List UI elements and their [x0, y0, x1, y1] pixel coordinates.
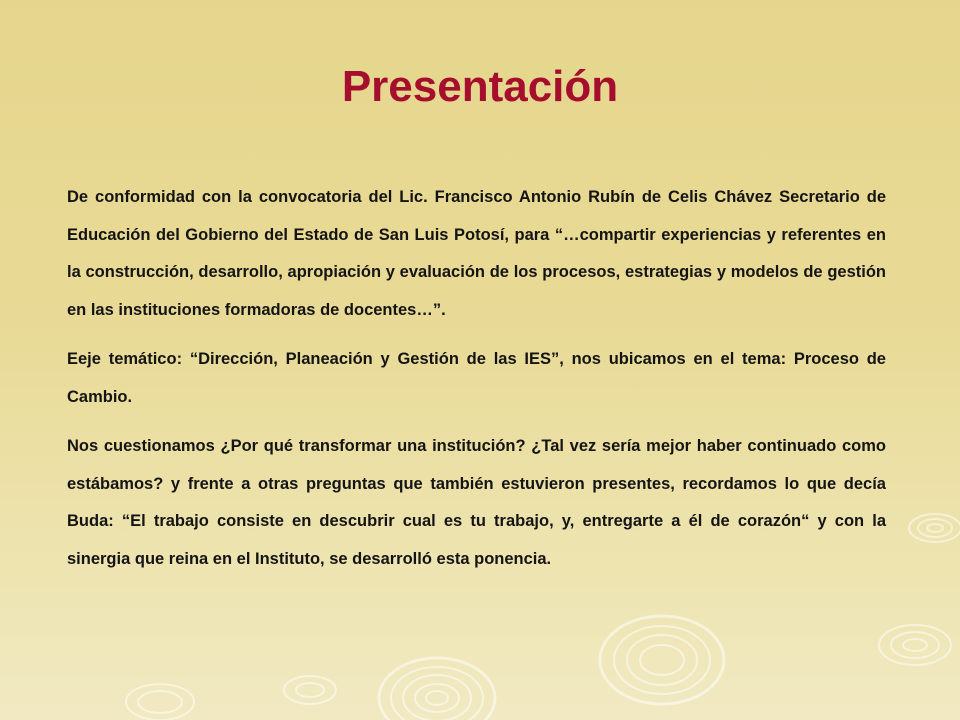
ripple-left-bottom [126, 676, 336, 720]
ripple-right-bottom [600, 616, 724, 704]
ripple-right-edge [879, 514, 960, 665]
paragraph-eje-tematico: Eeje temático: “Dirección, Planeación y Gestión de las IES”, nos ubicamos en el tema: Proceso de Cambio. [67, 350, 886, 406]
paragraph-convocatoria: De conformidad con la convocatoria del Lic. Francisco Antonio Rubín de Celis Chávez Secretario de Educación del Gobierno del Estado de San Luis Potosí, para “…compartir experiencias y referentes en la construcción, desarrollo, apropiación y evaluación de los procesos, estrategias y modelos de gestión en las instituciones formadoras de docentes…”. [67, 188, 886, 319]
slide-title: Presentación [341, 62, 619, 111]
slide-body [67, 179, 886, 578]
ripple-large-center [379, 658, 495, 720]
paragraph-cuestionamiento: Nos cuestionamos ¿Por qué transformar una institución? ¿Tal vez sería mejor haber continuado como estábamos? y frente a otras preguntas que también estuvieron presentes, recordamos lo que decía Buda: “El trabajo consiste en descubrir cual es tu trabajo, y, entregarte a él de corazón“ y con la sinergia que reina en el Instituto, se desarrolló esta ponencia. [67, 437, 886, 568]
